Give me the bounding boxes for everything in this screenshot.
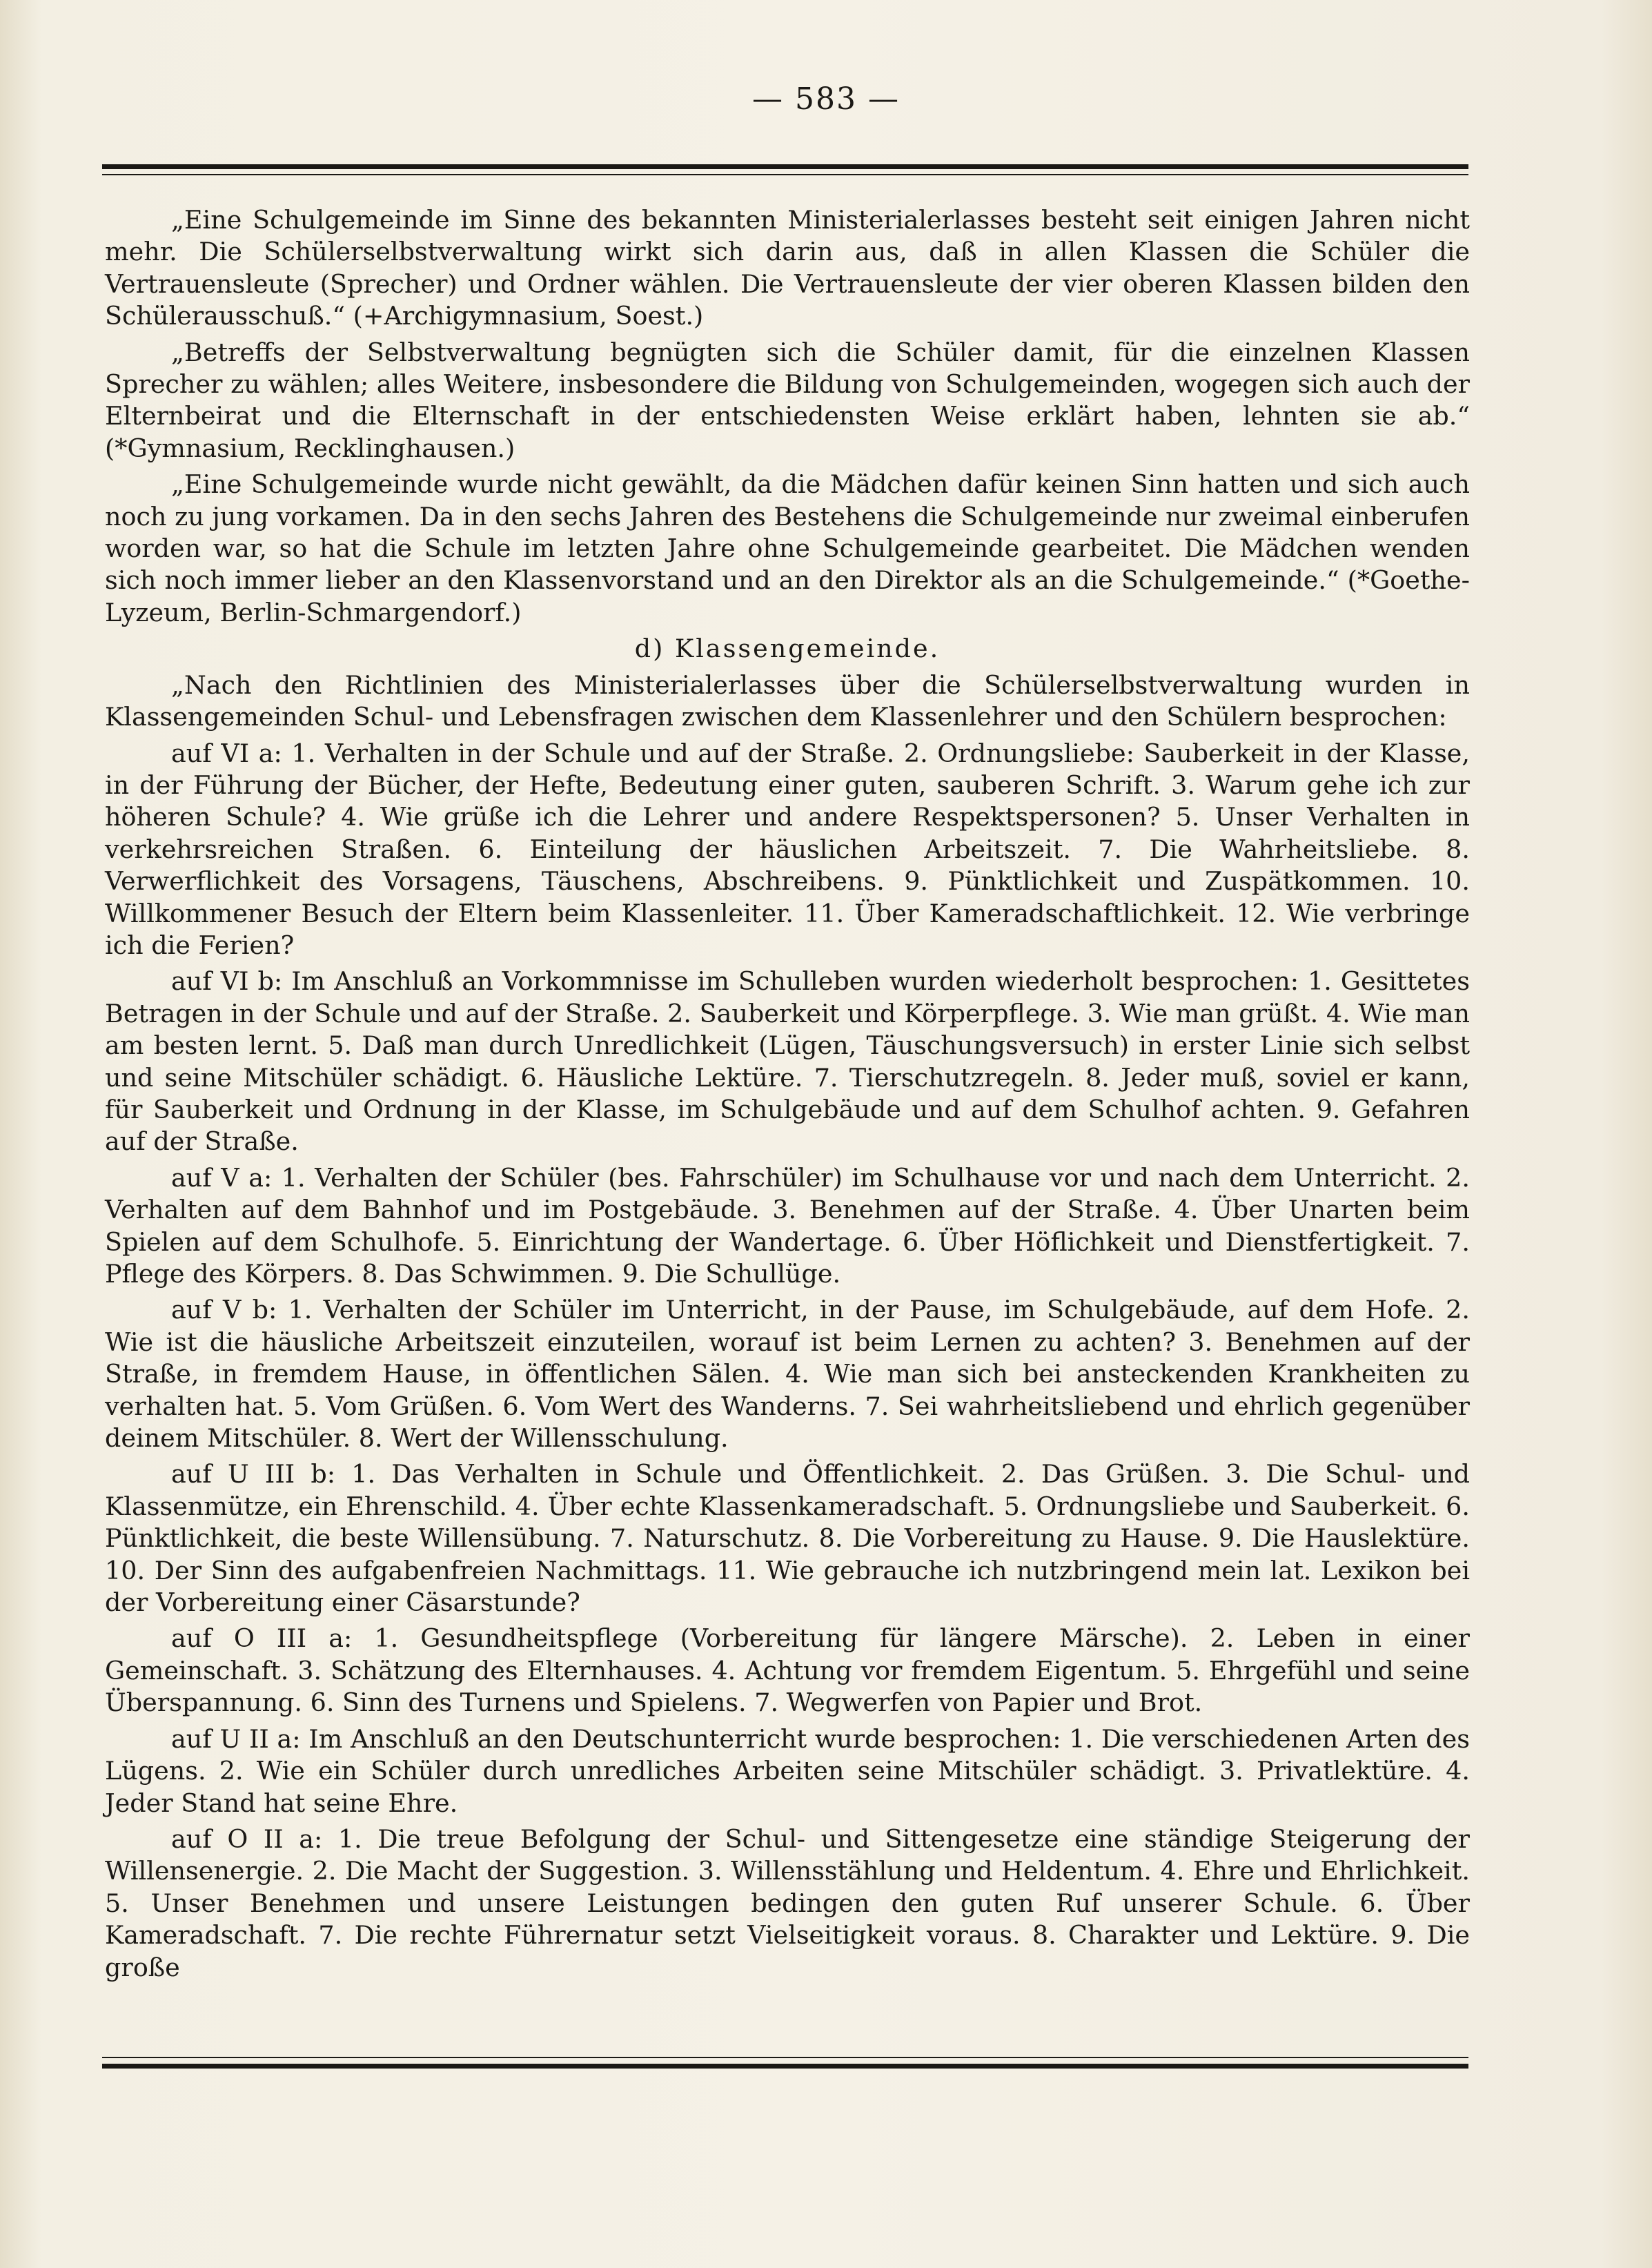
- paragraph-class-vb: auf V b: 1. Verhalten der Schüler im Unterricht, in der Pause, im Schulgebäude, auf dem Hofe. 2. Wie ist die häusliche Arbeitszeit einzuteilen, worauf ist beim Lernen zu achten? 3. Benehmen auf der Straße, in fremdem Hause, in öffentlichen Sälen. 4. Wie man sich bei ansteckenden Krankheiten zu verhalten hat. 5. Vom Grüßen. 6. Vom Wert des Wanderns. 7. Sei wahrheitsliebend und ehrlich gegenüber deinem Mitschüler. 8. Wert der Willensschulung.: [105, 1295, 1470, 1454]
- paragraph-class-uiiib: auf U III b: 1. Das Verhalten in Schule und Öffentlichkeit. 2. Das Grüßen. 3. Die Schul- und Klassenmütze, ein Ehrenschild. 4. Über echte Klassenkameradschaft. 5. Ordnungsliebe und Sauberkeit. 6. Pünktlichkeit, die beste Willensübung. 7. Naturschutz. 8. Die Vorbereitung zu Hause. 9. Die Hauslektüre. 10. Der Sinn des aufgabenfreien Nachmittags. 11. Wie gebrauche ich nutzbringend mein lat. Lexikon bei der Vorbereitung einer Cäsarstunde?: [105, 1459, 1470, 1618]
- bottom-rule-thin: [102, 2057, 1468, 2058]
- paragraph-intro: „Nach den Richtlinien des Ministerialerlasses über die Schülerselbstverwaltung wurden in Klassengemeinden Schul- und Lebensfragen zwischen dem Klassenlehrer und den Schülern besprochen:: [105, 669, 1470, 732]
- body-text: [105, 204, 1470, 1988]
- bottom-rule: [102, 2064, 1468, 2069]
- paragraph-recklinghausen: „Betreffs der Selbstverwaltung begnügten sich die Schüler damit, für die einzelnen Klassen Sprecher zu wählen; alles Weitere, insbesondere die Bildung von Schulgemeinden, wogegen sich auch der Elternbeirat und die Elternschaft in der entschiedensten Weise erklärt haben, lehnten sie ab.“ (*Gymnasium, Recklinghausen.): [105, 337, 1470, 463]
- paragraph-class-uiia: auf U II a: Im Anschluß an den Deutschunterricht wurde besprochen: 1. Die verschiedenen Arten des Lügens. 2. Wie ein Schüler durch unredliches Arbeiten seine Mitschüler schädigt. 3. Privatlektüre. 4. Jeder Stand hat seine Ehre.: [105, 1723, 1470, 1818]
- paragraph-schmargendorf: „Eine Schulgemeinde wurde nicht gewählt, da die Mädchen dafür keinen Sinn hatten und sich auch noch zu jung vorkamen. Da in den sechs Jahren des Bestehens die Schulgemeinde nur zweimal einberufen worden war, so hat die Schule im letzten Jahre ohne Schulgemeinde gearbeitet. Die Mädchen wenden sich noch immer lieber an den Klassenvorstand und an den Direktor als an die Schulgemeinde.“ (*Goethe-Lyzeum, Berlin-Schmargendorf.): [105, 469, 1470, 627]
- section-heading: d) Klassengemeinde.: [634, 634, 941, 664]
- top-rule: [102, 164, 1468, 169]
- page-number: — 583 —: [752, 81, 900, 117]
- paragraph-soest: „Eine Schulgemeinde im Sinne des bekannten Ministerialerlasses besteht seit einigen Jahren nicht mehr. Die Schülerselbstverwaltung wirkt sich darin aus, daß in allen Klassen die Schüler die Vertrauensleute (Sprecher) und Ordner wählen. Die Vertrauensleute der vier oberen Klassen bilden den Schülerausschuß.“ (+Archigymnasium, Soest.): [105, 205, 1470, 331]
- paragraph-class-via: auf VI a: 1. Verhalten in der Schule und auf der Straße. 2. Ordnungsliebe: Sauberkeit in der Klasse, in der Führung der Bücher, der Hefte, Bedeutung einer guten, sauberen Schrift. 3. Warum gehe ich zur höheren Schule? 4. Wie grüße ich die Lehrer und andere Respektspersonen? 5. Unser Verhalten in verkehrsreichen Straßen. 6. Einteilung der häuslichen Arbeitszeit. 7. Die Wahrheitsliebe. 8. Verwerflichkeit des Vorsagens, Täuschens, Abschreibens. 9. Pünktlichkeit und Zuspätkommen. 10. Willkommener Besuch der Eltern beim Klassenleiter. 11. Über Kameradschaftlichkeit. 12. Wie verbringe ich die Ferien?: [105, 738, 1470, 960]
- paragraph-class-va: auf V a: 1. Verhalten der Schüler (bes. Fahrschüler) im Schulhause vor und nach dem Unterricht. 2. Verhalten auf dem Bahnhof und im Postgebäude. 3. Benehmen auf der Straße. 4. Über Unarten beim Spielen auf dem Schulhofe. 5. Einrichtung der Wandertage. 6. Über Höflichkeit und Dienstfertigkeit. 7. Pflege des Körpers. 8. Das Schwimmen. 9. Die Schullüge.: [105, 1162, 1470, 1289]
- paragraph-class-oiiia: auf O III a: 1. Gesundheitspflege (Vorbereitung für längere Märsche). 2. Leben in einer Gemeinschaft. 3. Schätzung des Elternhauses. 4. Achtung vor fremdem Eigentum. 5. Ehrgefühl und seine Überspannung. 6. Sinn des Turnens und Spielens. 7. Wegwerfen von Papier und Brot.: [105, 1623, 1470, 1718]
- paragraph-class-oiia: auf O II a: 1. Die treue Befolgung der Schul- und Sittengesetze eine ständige Steigerung der Willensenergie. 2. Die Macht der Suggestion. 3. Willensstählung und Heldentum. 4. Ehre und Ehrlichkeit. 5. Unser Benehmen und unsere Leistungen bedingen den guten Ruf unserer Schule. 6. Über Kameradschaft. 7. Die rechte Führernatur setzt Vielseitigkeit voraus. 8. Charakter und Lektüre. 9. Die große: [105, 1824, 1470, 1982]
- paragraph-class-vib: auf VI b: Im Anschluß an Vorkommnisse im Schulleben wurden wiederholt besprochen: 1. Gesittetes Betragen in der Schule und auf der Straße. 2. Sauberkeit und Körperpflege. 3. Wie man grüßt. 4. Wie man am besten lernt. 5. Daß man durch Unredlichkeit (Lügen, Täuschungsversuch) in erster Linie sich selbst und seine Mitschüler schädigt. 6. Häusliche Lektüre. 7. Tierschutzregeln. 8. Jeder muß, soviel er kann, für Sauberkeit und Ordnung in der Klasse, im Schulgebäude und auf dem Schulhof achten. 9. Gefahren auf der Straße.: [105, 966, 1470, 1157]
- top-rule-thin: [102, 174, 1468, 175]
